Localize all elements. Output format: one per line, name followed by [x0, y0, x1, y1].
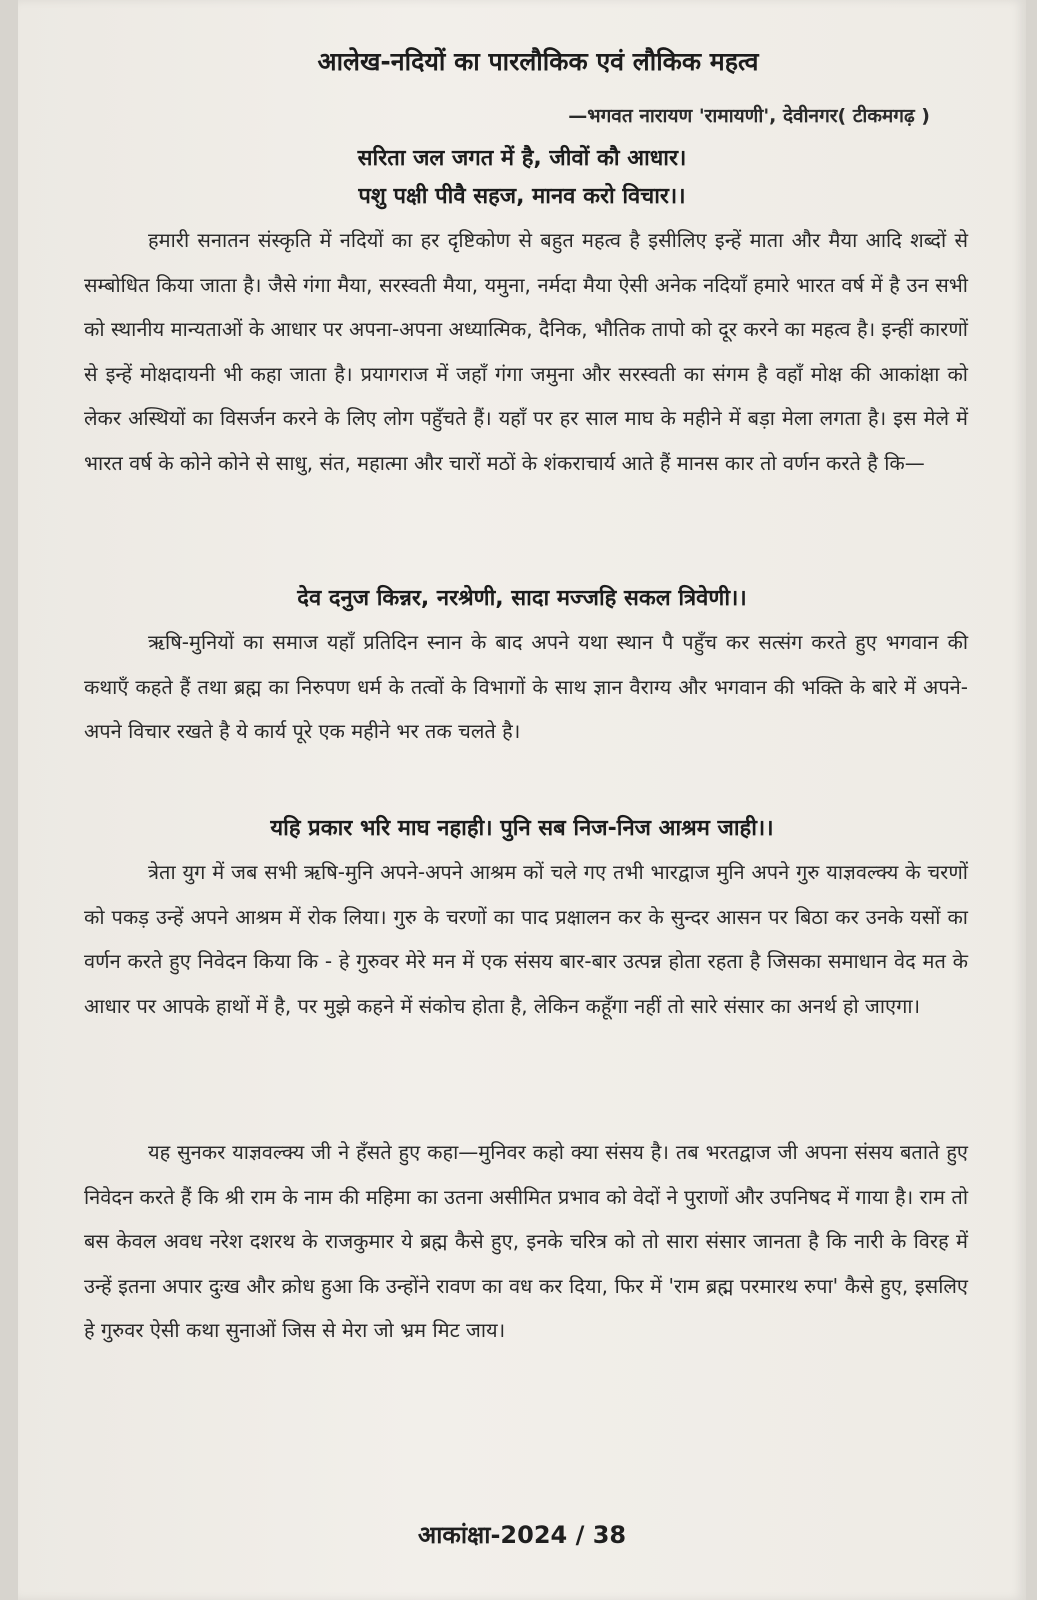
- page-footer: आकांक्षा-2024 / 38: [417, 1521, 627, 1549]
- paragraph-1: [84, 218, 968, 485]
- paragraph-2: [84, 620, 968, 754]
- paragraph-4-text: यह सुनकर याज्ञवल्क्य जी ने हँसते हुए कहा—मुनिवर कहो क्या संसय है। तब भरतद्वाज जी अपना संसय बताते हुए निवेदन करते हैं कि श्री राम के नाम की महिमा का उतना असीमित प्रभाव को वेदों ने पुराणों और उपनिषद में गाया है। राम तो बस केवल अवध नरेश दशरथ के राजकुमार ये ब्रह्म कैसे हुए, इनके चरित्र को तो सारा संसार जानता है कि नारी के विरह में उन्हें इतना अपार दुःख और क्रोध हुआ कि उन्होंने रावण का वध कर दिया, फिर में 'राम ब्रह्म परमारथ रुपा' कैसे हुए, इसलिए हे गुरुवर ऐसी कथा सुनाओं जिस से मेरा जो भ्रम मिट जाय।: [84, 1140, 968, 1342]
- book-page: [18, 0, 1026, 1600]
- paragraph-3-text: त्रेता युग में जब सभी ऋषि-मुनि अपने-अपने आश्रम कों चले गए तभी भारद्वाज मुनि अपने गुरु याज्ञवल्क्य के चरणों को पकड़ उन्हें अपने आश्रम में रोक लिया। गुरु के चरणों का पाद प्रक्षालन कर के सुन्दर आसन पर बिठा कर उनके यसों का वर्णन करते हुए निवेदन किया कि - हे गुरुवर मेरे मन में एक संसय बार-बार उत्पन्न होता रहता है जिसका समाधान वेद मत के आधार पर आपके हाथों में है, पर मुझे कहने में संकोच होता है, लेकिन कहूँगा नहीं तो सारे संसार का अनर्थ हो जाएगा।: [84, 860, 968, 1018]
- verse-magh: यहि प्रकार भरि माघ नहाही। पुनि सब निज-निज आश्रम जाही।।: [270, 816, 774, 841]
- couplet-line-2: पशु पक्षी पीवै सहज, मानव करो विचार।।: [358, 184, 686, 209]
- article-title: आलेख-नदियों का पारलौकिक एवं लौकिक महत्व: [317, 47, 759, 76]
- author-line: —भगवत नारायण 'रामायणी', देवीनगर( टीकमगढ़ ): [568, 105, 930, 127]
- paragraph-4: [84, 1130, 968, 1353]
- verse-trivenee: देव दनुज किन्नर, नरश्रेणी, सादा मज्जहि सकल त्रिवेणी।।: [297, 586, 747, 611]
- paragraph-2-text: ऋषि-मुनियों का समाज यहाँ प्रतिदिन स्नान के बाद अपने यथा स्थान पै पहुँच कर सत्संग करते हुए भगवान की कथाएँ कहते हैं तथा ब्रह्म का निरुपण धर्म के तत्वों के विभागों के साथ ज्ञान वैराग्य और भगवान की भक्ति के बारे में अपने-अपने विचार रखते है ये कार्य पूरे एक महीने भर तक चलते है।: [84, 630, 968, 743]
- paragraph-1-text: हमारी सनातन संस्कृति में नदियों का हर दृष्टिकोण से बहुत महत्व है इसीलिए इन्हें माता और मैया आदि शब्दों से सम्बोधित किया जाता है। जैसे गंगा मैया, सरस्वती मैया, यमुना, नर्मदा मैया ऐसी अनेक नदियाँ हमारे भारत वर्ष में है उन सभी को स्थानीय मान्यताओं के आधार पर अपना-अपना अध्यात्मिक, दैनिक, भौतिक तापो को दूर करने का महत्व है। इन्हीं कारणों से इन्हें मोक्षदायनी भी कहा जाता है। प्रयागराज में जहाँ गंगा जमुना और सरस्वती का संगम है वहाँ मोक्ष की आकांक्षा को लेकर अस्थियों का विसर्जन करने के लिए लोग पहुँचते हैं। यहाँ पर हर साल माघ के महीने में बड़ा मेला लगता है। इस मेले में भारत वर्ष के कोने कोने से साधु, संत, महात्मा और चारों मठों के शंकराचार्य आते हैं मानस कार तो वर्णन करते है कि—: [84, 228, 968, 475]
- couplet-line-1: सरिता जल जगत में है, जीवों कौ आधार।: [357, 146, 687, 171]
- paragraph-3: [84, 850, 968, 1028]
